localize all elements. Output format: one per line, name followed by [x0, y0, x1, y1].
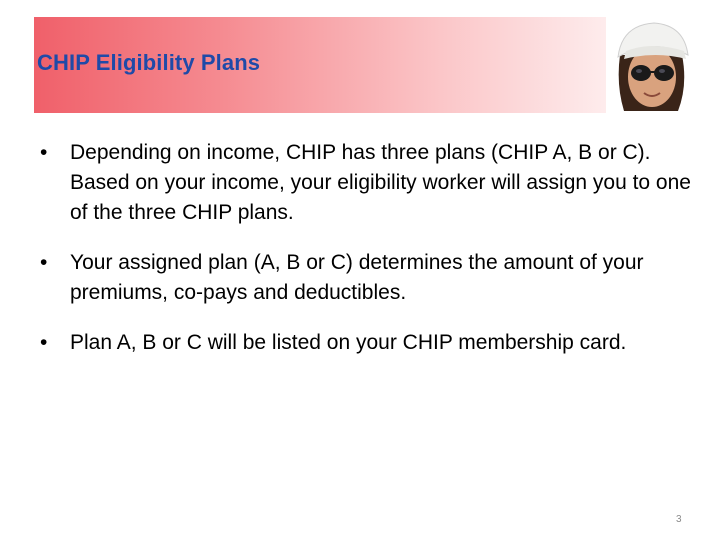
- person-photo: [606, 15, 696, 115]
- bullet-marker: •: [40, 251, 48, 274]
- bullet-text: Depending on income, CHIP has three plans (CHIP A, B or C). Based on your income, your eligibility worker will assign you to one of the three CHIP plans.: [70, 141, 691, 224]
- bullet-item: [38, 248, 698, 308]
- page-number: 3: [676, 514, 682, 525]
- bullet-text: Your assigned plan (A, B or C) determines the amount of your premiums, co-pays and deductibles.: [70, 251, 644, 304]
- bullet-item: [38, 138, 698, 228]
- slide-title: CHIP Eligibility Plans: [37, 50, 261, 75]
- bullet-marker: •: [40, 331, 48, 354]
- bullet-item: [38, 328, 698, 358]
- bullet-marker: •: [40, 141, 48, 164]
- bullet-text: Plan A, B or C will be listed on your CHIP membership card.: [70, 331, 627, 354]
- bullet-list: [38, 138, 698, 378]
